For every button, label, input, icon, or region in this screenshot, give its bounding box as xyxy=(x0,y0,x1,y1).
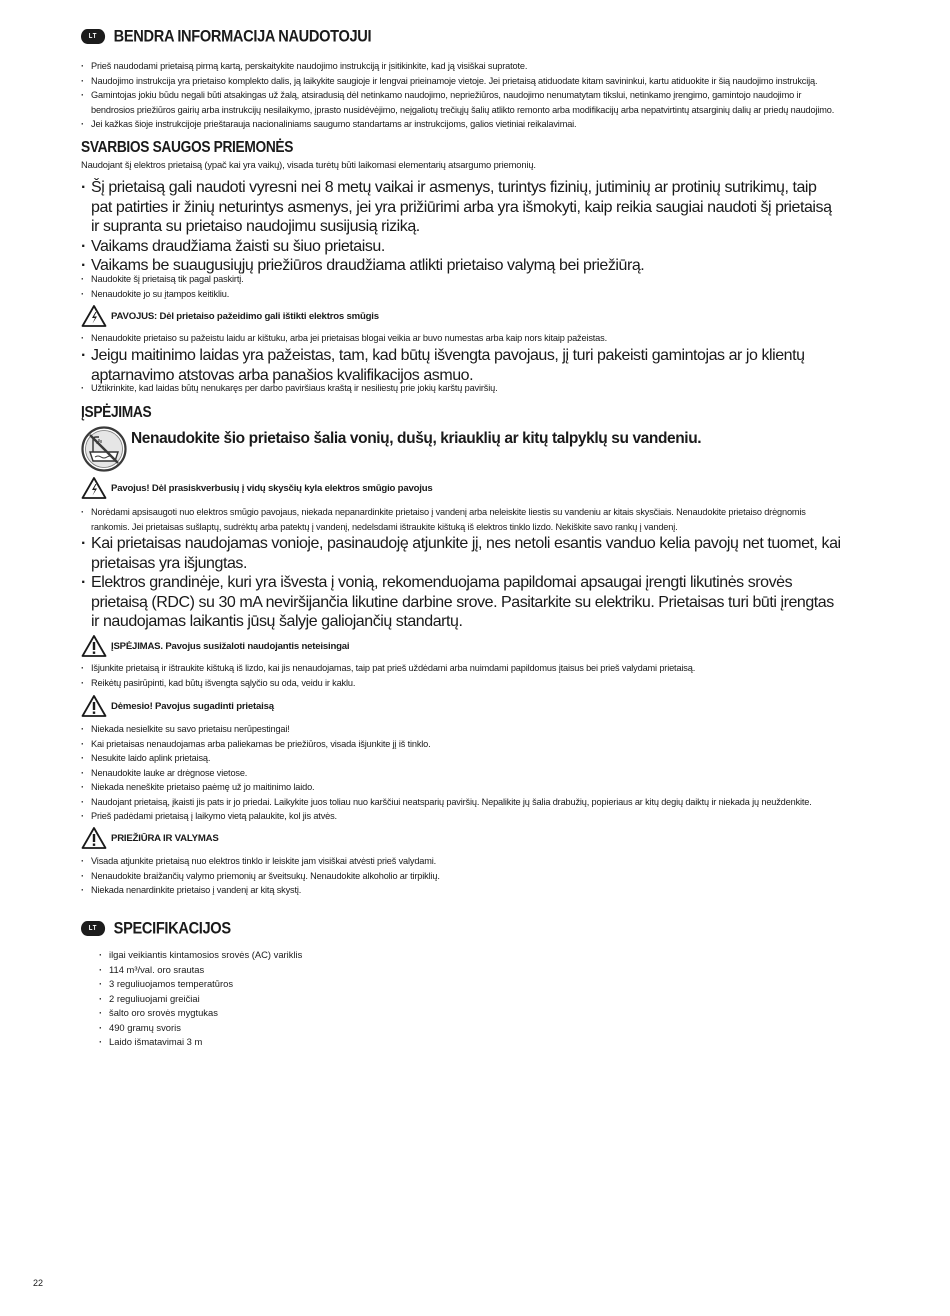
damage-warning-label: Dėmesio! Pavojus sugadinti prietaisą xyxy=(111,700,274,712)
list-item: · Vaikams be suaugusiųjų priežiūros draudžiama atlikti prietaiso valymą bei priežiūrą. xyxy=(81,256,841,276)
danger-damage-list-b xyxy=(81,381,841,396)
injury-warning-row xyxy=(81,634,349,658)
care-label: PRIEŽIŪRA IR VALYMAS xyxy=(111,832,219,844)
general-title: BENDRA INFORMACIJA NAUDOTOJUI xyxy=(113,26,372,46)
danger-liquid-big-list xyxy=(81,534,841,632)
safety-big-list xyxy=(81,178,841,276)
list-item: · Laido išmatavimai 3 m xyxy=(99,1035,302,1050)
general-heading xyxy=(81,26,371,47)
list-item: · Jei kažkas šioje instrukcijoje prieštarauja nacionaliniams saugumo standartams ar instrukcijoms, galios vietiniai reikalavimai. xyxy=(81,117,841,132)
safety-intro: Naudojant šį elektros prietaisą (ypač kai yra vaikų), visada turėtų būti laikomasi elementarių atsargumo priemonių. xyxy=(81,159,536,170)
danger-damage-list-a xyxy=(81,331,841,346)
list-item: · Visada atjunkite prietaisą nuo elektros tinklo ir leiskite jam visiškai atvėsti prieš valydami. xyxy=(81,854,841,869)
list-item: · Kai prietaisas naudojamas vonioje, pasinaudoję atjunkite jį, nes netoli esantis vanduo kelia pavojų net tuomet, kai prietaisas yra išjungtas. xyxy=(81,534,841,573)
list-item: · Naudojimo instrukcija yra prietaiso komplekto dalis, ją laikykite saugioje ir lengvai prieinamoje vietoje. Jei prietaisą atiduodate kitam savininkui, kartu atiduokite ir šią naudojimo instrukciją. xyxy=(81,74,841,89)
exclamation-warning-icon xyxy=(81,694,107,718)
injury-warning-label: ĮSPĖJIMAS. Pavojus susižaloti naudojantis neteisingai xyxy=(111,640,350,652)
list-item: · 2 reguliuojami greičiai xyxy=(99,992,302,1007)
specs-heading xyxy=(81,918,231,939)
general-list xyxy=(81,59,841,132)
danger-damage-big-list xyxy=(81,346,841,385)
no-water-warning-text: Nenaudokite šio prietaiso šalia vonių, dušų, kriauklių ar kitų talpyklų su vandeniu. xyxy=(131,430,702,447)
specs-list xyxy=(99,948,302,1050)
list-item: · Nenaudokite jo su įtampos keitikliu. xyxy=(81,287,841,302)
language-badge: LT xyxy=(81,29,105,44)
exclamation-warning-icon xyxy=(81,826,107,850)
list-item: · Išjunkite prietaisą ir ištraukite kištuką iš lizdo, kai jis nenaudojamas, taip pat prieš uždėdami arba nuimdami papildomus įtaisus bei prieš valydami prietaisą. xyxy=(81,661,841,676)
list-item: · Jeigu maitinimo laidas yra pažeistas, tam, kad būtų išvengta pavojaus, jį turi pakeisti gamintojas ar jo klientų aptarnavimo atstovas arba panašios kvalifikacijos asmuo. xyxy=(81,346,841,385)
danger-damage-row xyxy=(81,304,379,328)
danger-damage-label: PAVOJUS: Dėl prietaiso pažeidimo gali ištikti elektros smūgis xyxy=(111,310,379,322)
warning-title: ĮSPĖJIMAS xyxy=(81,404,152,421)
no-bathtub-icon xyxy=(81,426,127,472)
list-item: · 3 reguliuojamos temperatūros xyxy=(99,977,302,992)
list-item: · ilgai veikiantis kintamosios srovės (AC) variklis xyxy=(99,948,302,963)
list-item: · Nesukite laido aplink prietaisą. xyxy=(81,751,841,766)
list-item: · Vaikams draudžiama žaisti su šiuo prietaisu. xyxy=(81,237,841,257)
list-item: · Naudojant prietaisą, įkaisti jis pats ir jo priedai. Laikykite juos toliau nuo karščiui neatsparių paviršių. Nepalikite jų šalia drabužių, popieriaus ar kitų degių daiktų ir niekada jų neuždenkite. xyxy=(81,795,841,810)
safety-small-list xyxy=(81,272,841,301)
language-badge: LT xyxy=(81,921,105,936)
specs-title: SPECIFIKACIJOS xyxy=(113,918,231,938)
list-item: · Naudokite šį prietaisą tik pagal paskirtį. xyxy=(81,272,841,287)
exclamation-warning-icon xyxy=(81,634,107,658)
list-item: · šalto oro srovės mygtukas xyxy=(99,1006,302,1021)
care-row xyxy=(81,826,219,850)
list-item: · Niekada nesielkite su savo prietaisu nerūpestingai! xyxy=(81,722,841,737)
list-item: · Kai prietaisas nenaudojamas arba paliekamas be priežiūros, visada išjunkite jį iš tinklo. xyxy=(81,737,841,752)
electric-shock-warning-icon xyxy=(81,476,107,500)
list-item: · Nenaudokite lauke ar drėgnose vietose. xyxy=(81,766,841,781)
danger-liquid-label: Pavojus! Dėl prasiskverbusių į vidų skysčių kyla elektros smūgio pavojus xyxy=(111,482,433,494)
list-item: · Užtikrinkite, kad laidas būtų nenukaręs per darbo paviršiaus kraštą ir nesiliestų prie jokių karštų paviršių. xyxy=(81,381,841,396)
safety-title: SVARBIOS SAUGOS PRIEMONĖS xyxy=(81,139,294,156)
list-item: · Prieš naudodami prietaisą pirmą kartą, perskaitykite naudojimo instrukciją ir įsitikinkite, kad ją visiškai supratote. xyxy=(81,59,841,74)
list-item: · Niekada nenardinkite prietaiso į vandenį ar kitą skystį. xyxy=(81,883,841,898)
list-item: · Šį prietaisą gali naudoti vyresni nei 8 metų vaikai ir asmenys, turintys fizinių, jutiminių ar protinių sutrikimų, taip pat patirties ir žinių neturintys asmenys, jei yra prižiūrimi arba yra išmokyti, kaip reikia saugiai naudoti šį prietaisą ir supranta su prietaiso naudojimu susijusią riziką. xyxy=(81,178,841,237)
list-item: · Gamintojas jokiu būdu negali būti atsakingas už žalą, atsiradusią dėl netinkamo naudojimo, nepriežiūros, naudojimo nenumatytam tikslui, netinkamo įrengimo, gamintojo naudojimo ir bendrosios priežiūros gairių arba instrukcijų nesilaikymo, įprasto nusidėvėjimo, neįgaliotų trečiųjų šalių atlikto remonto arba modifikacijų arba nepatvirtintų atsarginių dalių ar priedų naudojimo. xyxy=(81,88,841,117)
list-item: · Nenaudokite braižančių valymo priemonių ar šveitsukų. Nenaudokite alkoholio ar tirpiklių. xyxy=(81,869,841,884)
danger-liquid-row xyxy=(81,476,433,500)
electric-shock-warning-icon xyxy=(81,304,107,328)
list-item: · Norėdami apsisaugoti nuo elektros smūgio pavojaus, niekada nepanardinkite prietaiso į vandenį arba neleiskite liestis su vandeniu ar kitais skysčiais. Nenaudokite prietaiso drėgnomis rankomis. Jei prietaisas sušlaptų, sudrėktų arba patektų į vandenį, nedelsdami ištraukite kištuką iš elektros tinklo lizdo. Nekiškite savo rankų į vandenį. xyxy=(81,505,841,534)
care-list xyxy=(81,854,841,898)
list-item: · Niekada neneškite prietaiso paėmę už jo maitinimo laido. xyxy=(81,780,841,795)
list-item: · Prieš padėdami prietaisą į laikymo vietą palaukite, kol jis atvės. xyxy=(81,809,841,824)
list-item: · Elektros grandinėje, kuri yra išvesta į vonią, rekomenduojama papildomai apsaugai įrengti likutinės srovės prietaisą (RDC) su 30 mA neviršijančia likutine darbine srove. Pasitarkite su elektriku. Prietaisas turi būti įrengtas ir naudojamas laikantis jūsų šalyje galiojančių standartų. xyxy=(81,573,841,632)
list-item: · Nenaudokite prietaiso su pažeistu laidu ar kištuku, arba jei prietaisas blogai veikia ar buvo numestas arba kaip nors kitaip pažeistas. xyxy=(81,331,841,346)
danger-liquid-list xyxy=(81,505,841,534)
damage-warning-row xyxy=(81,694,274,718)
injury-list xyxy=(81,661,841,690)
list-item: · Reikėtų pasirūpinti, kad būtų išvengta sąlyčio su oda, veidu ir kaklu. xyxy=(81,676,841,691)
list-item: · 490 gramų svoris xyxy=(99,1021,302,1036)
list-item: · 114 m³/val. oro srautas xyxy=(99,963,302,978)
page-number: 22 xyxy=(33,1278,44,1288)
damage-list xyxy=(81,722,841,824)
